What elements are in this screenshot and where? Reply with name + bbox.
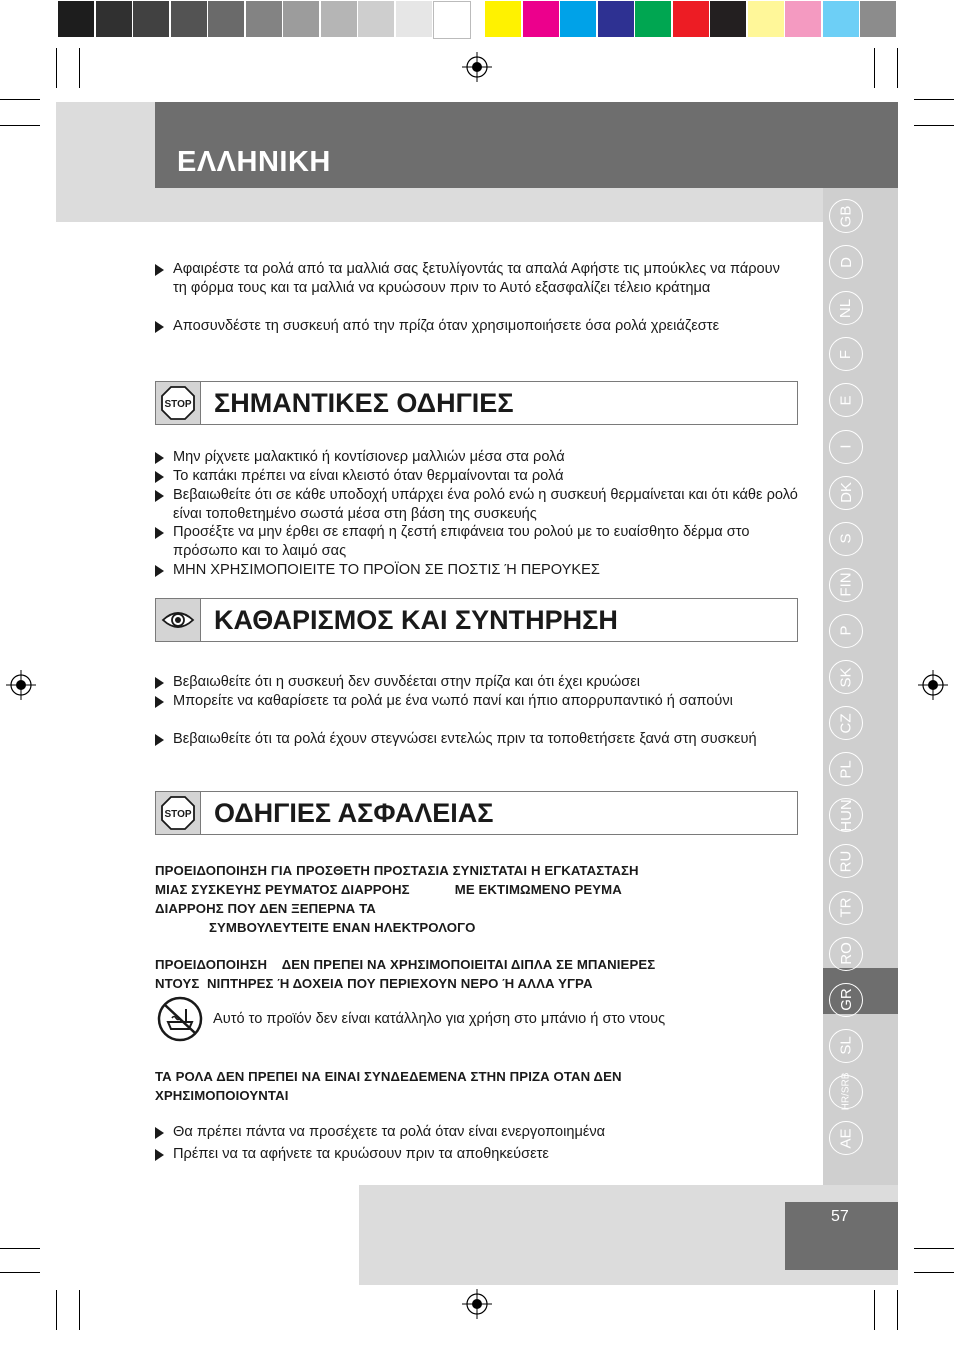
crop-mark [897,1290,898,1330]
registration-mark-icon [6,670,36,700]
stop-icon [160,385,196,421]
list-item: Το καπάκι πρέπει να είναι κλειστό όταν θερμαίνονται τα ρολά [155,467,783,486]
page-number-box [785,1202,898,1270]
color-swatch [321,1,357,37]
color-swatch [171,1,207,37]
crop-mark [79,1290,80,1330]
list-item: Βεβαιωθείτε ότι τα ρολά έχουν στεγνώσει εντελώς πριν τα τοποθετήσετε ξανά στη συσκευή [155,730,803,749]
color-swatch [673,1,709,37]
language-tab-pl[interactable]: PL [829,752,863,786]
eye-icon [160,605,196,635]
language-tab-p[interactable]: P [829,614,863,648]
color-swatch [58,1,94,37]
registration-mark-icon [462,52,492,82]
section-title: ΚΑΘΑΡΙΣΜΟΣ ΚΑΙ ΣΥΝΤΗΡΗΣΗ [214,605,618,635]
crop-mark [914,1248,954,1249]
language-tab-hr-srb[interactable]: HR/SRB [829,1075,863,1109]
color-swatch [860,1,896,37]
language-tab-dk[interactable]: DK [829,476,863,510]
stop-icon-label: STOP [164,809,192,820]
list-item: Αφαιρέστε τα ρολά από τα μαλλιά σας ξετυλίγοντάς τα απαλά Αφήστε τις μπούκλες να πάρουν τη φόρμα τους και τα μαλλιά να κρυώσουν πριν το Αυτό εξασφαλίζει τέλειο κράτημα [155,260,783,298]
color-swatch [485,1,521,37]
color-swatch [96,1,132,37]
language-tab-sk[interactable]: SK [829,660,863,694]
registration-mark-icon [918,670,948,700]
language-tab-fin[interactable]: FIN [829,568,863,602]
language-tab-ru[interactable]: RU [829,844,863,878]
list-item: Μην ρίχνετε μαλακτικό ή κοντίσιονερ μαλλιών μέσα στα ρολά [155,448,783,467]
language-tab-d[interactable]: D [829,245,863,279]
crop-mark [874,48,875,88]
bath-note: Αυτό το προϊόν δεν είναι κατάλληλο για χρήση στο μπάνιο ή στο ντους [213,1011,666,1027]
language-tab-i[interactable]: I [829,430,863,464]
section-title: ΣΗΜΑΝΤΙΚΕΣ ΟΔΗΓΙΕΣ [214,388,514,418]
language-tab-gr[interactable]: GR [829,983,863,1017]
color-swatch [560,1,596,37]
language-tab-hun[interactable]: HUN [829,798,863,832]
color-swatch [283,1,319,37]
warning-water: ΠΡΟΕΙΔΟΠΟΙΗΣΗ ΔΕΝ ΠΡΕΠΕΙ ΝΑ ΧΡΗΣΙΜΟΠΟΙΕΙΤΑΙ ΔΙΠΛΑ ΣΕ ΜΠΑΝΙΕΡΕΣ ΝΤΟΥΣ ΝΙΠΤΗΡΕΣ Ή ΔΟΧΕΙΑ ΠΟΥ ΠΕΡΙΕΧΟΥΝ ΝΕΡΟ Ή ΑΛΛΑ ΥΓΡΑ [155,957,656,991]
color-swatch [823,1,859,37]
page-title: ΕΛΛΗΝΙΚΗ [177,146,331,178]
color-swatch [635,1,671,37]
color-swatch [710,1,746,37]
color-swatch [396,1,432,37]
color-swatch [523,1,559,37]
language-tab-tr[interactable]: TR [829,891,863,925]
page-number: 57 [831,1208,849,1225]
list-item: Μπορείτε να καθαρίσετε τα ρολά με ένα νωπό πανί και ήπιο απορρυπαντικό ή σαπούνι [155,692,783,711]
color-swatch [433,1,471,39]
language-tab-e[interactable]: E [829,383,863,417]
language-tab-nl[interactable]: NL [829,291,863,325]
section-header-important [155,381,798,425]
color-swatch [133,1,169,37]
crop-mark [874,1290,875,1330]
language-tab-gb[interactable]: GB [829,199,863,233]
language-tab-ro[interactable]: RO [829,937,863,971]
language-tab-ae[interactable]: AE [829,1121,863,1155]
list-item: Πρέπει να τα αφήνετε τα κρυώσουν πριν τα αποθηκεύσετε [155,1145,783,1164]
title-bar [155,102,898,188]
color-swatch [785,1,821,37]
crop-mark [0,99,40,100]
crop-mark [0,125,40,126]
crop-mark [0,1248,40,1249]
language-tab-s[interactable]: S [829,522,863,556]
section-header-safety [155,791,798,835]
crop-mark [56,1290,57,1330]
stop-icon [160,795,196,831]
color-swatch [358,1,394,37]
crop-mark [56,48,57,88]
no-bath-icon [156,996,204,1042]
stop-icon-label: STOP [164,399,192,410]
crop-mark [914,1272,954,1273]
list-item: Βεβαιωθείτε ότι η συσκευή δεν συνδέεται στην πρίζα και ότι έχει κρυώσει [155,673,783,692]
list-item: Βεβαιωθείτε ότι σε κάθε υποδοχή υπάρχει ένα ρολό ενώ η συσκευή θερμαίνεται και ότι κάθε ρολό είναι τοποθετημένο σωστά μέσα στη βάση της συσκευής [155,486,803,524]
color-swatch [208,1,244,37]
language-tab-sl[interactable]: SL [829,1029,863,1063]
crop-mark [79,48,80,88]
registration-mark-icon [462,1289,492,1319]
crop-mark [914,125,954,126]
warning-unplug: ΤΑ ΡΟΛΑ ΔΕΝ ΠΡΕΠΕΙ ΝΑ ΕΙΝΑΙ ΣΥΝΔΕΔΕΜΕΝΑ ΣΤΗΝ ΠΡΙΖΑ ΟΤΑΝ ΔΕΝ ΧΡΗΣΙΜΟΠΟΙΟΥΝΤΑΙ [155,1069,622,1103]
list-item: Προσέξτε να μην έρθει σε επαφή η ζεστή επιφάνεια του ρολού με το ευαίσθητο δέρμα στο πρόσωπο και το λαιμό σας [155,523,803,561]
color-swatch [598,1,634,37]
color-swatch [246,1,282,37]
list-item: Αποσυνδέστε τη συσκευή από την πρίζα όταν χρησιμοποιήσετε όσα ρολά χρειάζεστε [155,317,783,336]
crop-mark [897,48,898,88]
section-header-cleaning [155,598,798,642]
crop-mark [914,99,954,100]
section-title: ΟΔΗΓΙΕΣ ΑΣΦΑΛΕΙΑΣ [214,798,494,828]
crop-mark [0,1272,40,1273]
language-tab-cz[interactable]: CZ [829,706,863,740]
list-item: ΜΗΝ ΧΡΗΣΙΜΟΠΟΙΕΙΤΕ ΤΟ ΠΡΟΪΟΝ ΣΕ ΠΟΣΤΙΣ Ή ΠΕΡΟΥΚΕΣ [155,561,783,580]
color-swatch [748,1,784,37]
language-tab-f[interactable]: F [829,337,863,371]
list-item: Θα πρέπει πάντα να προσέχετε τα ρολά όταν είναι ενεργοποιημένα [155,1123,783,1142]
warning-rcd: ΠΡΟΕΙΔΟΠΟΙΗΣΗ ΓΙΑ ΠΡΟΣΘΕΤΗ ΠΡΟΣΤΑΣΙΑ ΣΥΝΙΣΤΑΤΑΙ Η ΕΓΚΑΤΑΣΤΑΣΗ ΜΙΑΣ ΣΥΣΚΕΥΗΣ ΡΕΥΜΑΤΟΣ ΔΙΑΡΡΟΗΣ ΜΕ ΕΚΤΙΜΩΜΕΝΟ ΡΕΥΜΑ ΔΙΑΡΡΟΗΣ ΠΟΥ ΔΕΝ ΞΕΠΕΡΝΑ ΤΑ ΣΥΜΒΟΥΛΕΥΤΕΙΤΕ ΕΝΑΝ ΗΛΕΚΤΡΟΛΟΓΟ [155,863,639,935]
